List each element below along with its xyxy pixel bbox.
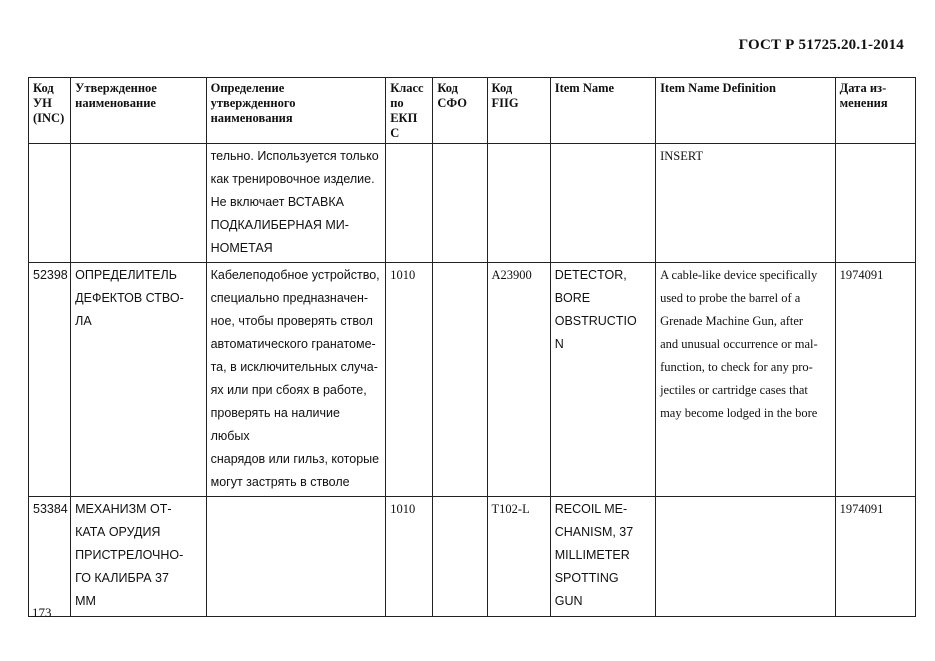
cell-item-name-line: N — [554, 337, 564, 351]
cell-name-line: МЕХАНИЗМ ОТ- — [75, 502, 172, 516]
col-header-sfo: Код СФО — [433, 78, 487, 144]
cell-definition-line: как тренировочное изделие. — [210, 172, 375, 186]
table-row — [29, 144, 916, 263]
cell-name-line: ПРИСТРЕЛОЧНО- — [75, 548, 184, 562]
cell-sfo — [433, 497, 487, 617]
cell-date: 1974091 — [835, 497, 915, 617]
cell-definition-line: ях или при сбоях в работе, — [210, 383, 367, 397]
cell-item-def-line: may become lodged in the bore — [660, 406, 818, 420]
cell-fiig: T102-L — [487, 497, 550, 617]
cell-item-def — [656, 497, 836, 617]
cell-item-name-line: BORE — [554, 291, 591, 305]
page-number: 173 — [32, 605, 52, 620]
cell-definition — [206, 144, 386, 263]
cell-fiig — [487, 144, 550, 263]
cell-item-name — [550, 263, 655, 497]
cell-item-def — [656, 144, 836, 263]
col-header-fiig: Код FIIG — [487, 78, 550, 144]
cell-item-def-line: jectiles or cartridge cases that — [660, 383, 808, 397]
cell-item-name-line: MILLIMETER — [554, 548, 630, 562]
cell-name — [71, 144, 206, 263]
cell-item-name-line: GUN — [554, 594, 583, 608]
cell-definition-line: снарядов или гильз, которые — [210, 452, 380, 466]
cell-class: 1010 — [386, 263, 433, 497]
document-code: ГОСТ Р 51725.20.1-2014 — [738, 37, 904, 53]
cell-name — [71, 263, 206, 497]
cell-fiig: A23900 — [487, 263, 550, 497]
cell-item-name — [550, 144, 655, 263]
cell-item-name — [550, 497, 655, 617]
cell-name-line: ЛА — [75, 314, 92, 328]
cell-item-name-line: DETECTOR, — [554, 268, 627, 282]
cell-item-def-line: function, to check for any pro- — [660, 360, 813, 374]
cell-definition-line: тельно. Используется только — [210, 149, 379, 163]
cell-item-def-line: Grenade Machine Gun, after — [660, 314, 804, 328]
catalog-table — [28, 77, 916, 617]
cell-definition-line: автоматического гранатоме- — [210, 337, 376, 351]
cell-definition-line: специально предназначен- — [210, 291, 369, 305]
cell-inc — [29, 144, 71, 263]
cell-item-name-line: CHANISM, 37 — [554, 525, 634, 539]
col-header-name: Утвержденное наименование — [71, 78, 206, 144]
cell-definition — [206, 497, 386, 617]
col-header-inc: Код УН (INC) — [29, 78, 71, 144]
cell-class: 1010 — [386, 497, 433, 617]
cell-item-def-line: and unusual occurrence or mal- — [660, 337, 818, 351]
cell-definition-line: Не включает ВСТАВКА — [210, 195, 344, 209]
cell-name-line: ММ — [75, 594, 96, 608]
cell-item-name-line: RECOIL ME- — [554, 502, 628, 516]
cell-definition-line: ПОДКАЛИБЕРНАЯ МИ- — [210, 218, 349, 232]
cell-date — [835, 144, 915, 263]
cell-name-line: КАТА ОРУДИЯ — [75, 525, 161, 539]
cell-item-name-line: SPOTTING — [554, 571, 619, 585]
col-header-item-name: Item Name — [550, 78, 655, 144]
cell-name — [71, 497, 206, 617]
cell-definition — [206, 263, 386, 497]
cell-definition-line: могут застрять в стволе — [210, 475, 350, 489]
cell-name-line: ОПРЕДЕЛИТЕЛЬ — [75, 268, 177, 282]
cell-item-def-line: INSERT — [660, 149, 704, 163]
cell-definition-line: ное, чтобы проверять ствол — [210, 314, 373, 328]
cell-definition-line: проверять на наличие любых — [210, 406, 340, 443]
cell-inc: 53384 — [29, 497, 71, 617]
cell-definition-line: Кабелеподобное устройство, — [210, 268, 380, 282]
table-row — [29, 497, 916, 617]
table-header-row — [29, 78, 916, 144]
cell-item-def — [656, 263, 836, 497]
cell-definition-line: та, в исключительных случа- — [210, 360, 378, 374]
cell-class — [386, 144, 433, 263]
col-header-item-def: Item Name Definition — [656, 78, 836, 144]
cell-sfo — [433, 263, 487, 497]
table-row — [29, 263, 916, 497]
cell-name-line: ДЕФЕКТОВ СТВО- — [75, 291, 184, 305]
cell-name-line: ГО КАЛИБРА 37 — [75, 571, 169, 585]
cell-item-name-line: OBSTRUCTIO — [554, 314, 637, 328]
cell-item-def-line: used to probe the barrel of a — [660, 291, 801, 305]
cell-sfo — [433, 144, 487, 263]
col-header-class: Класс по ЕКП С — [386, 78, 433, 144]
cell-definition-line: НОМЕТАЯ — [210, 241, 273, 255]
cell-item-def-line: A cable-like device specifically — [660, 268, 818, 282]
col-header-definition: Определение утвержденного наименования — [206, 78, 386, 144]
col-header-date: Дата из- менения — [835, 78, 915, 144]
cell-date: 1974091 — [835, 263, 915, 497]
cell-inc: 52398 — [29, 263, 71, 497]
